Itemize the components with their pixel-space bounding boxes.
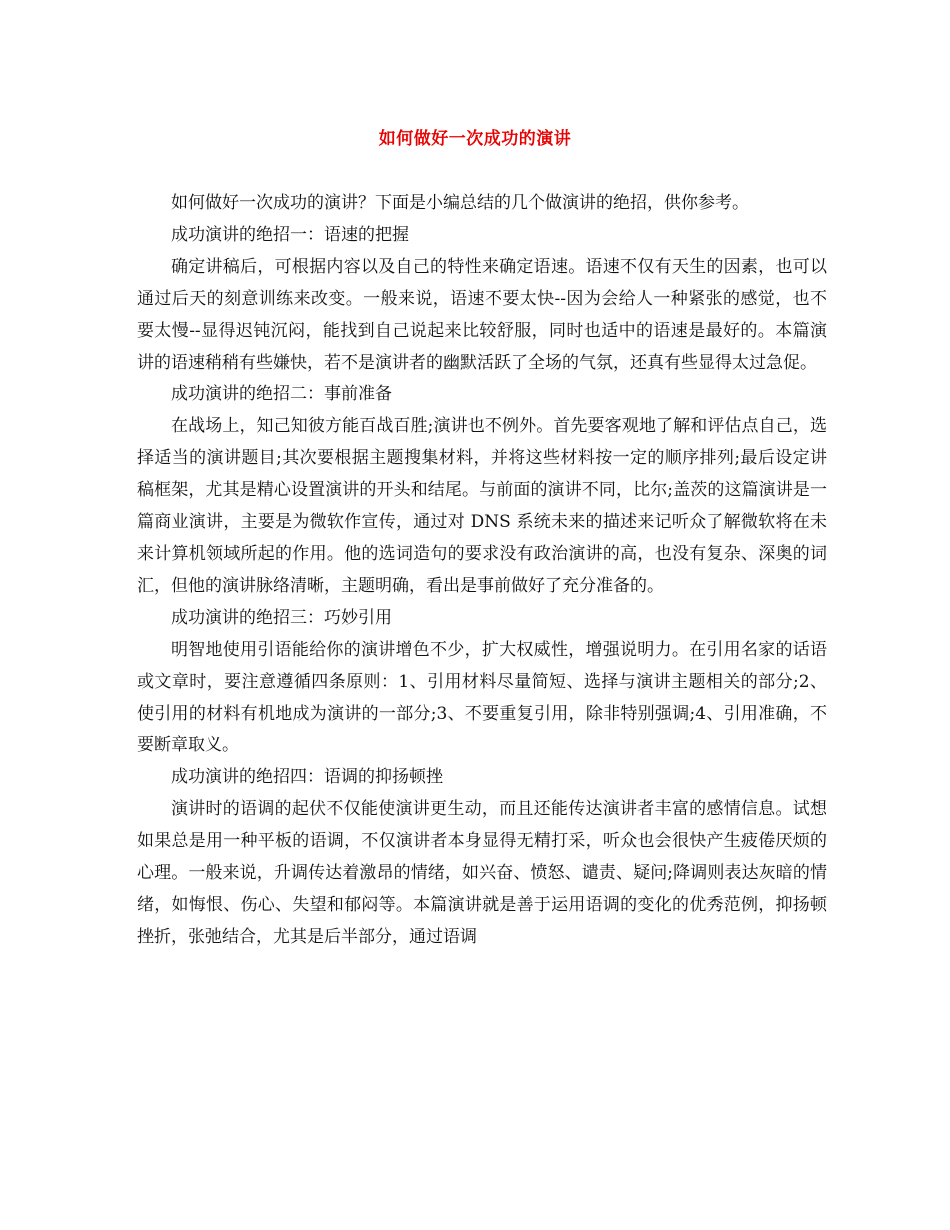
document-body [137,188,827,954]
document-title: 如何做好一次成功的演讲 [378,129,572,149]
section-paragraph-4: 演讲时的语调的起伏不仅能使演讲更生动，而且还能传达演讲者丰富的感情信息。试想如果总是用一种平板的语调，不仅演讲者本身显得无精打采，听众也会很快产生疲倦厌烦的心理。一般来说，升调传达着激昂的情绪，如兴奋、愤怒、谴责、疑问;降调则表达灰暗的情绪，如悔恨、伤心、失望和郁闷等。本篇演讲就是善于运用语调的变化的优秀范例，抑扬顿挫折，张弛结合，尤其是后半部分，通过语调 [137,799,827,947]
section-heading-2: 成功演讲的绝招二：事前准备 [171,384,392,405]
section-heading-3: 成功演讲的绝招三：巧妙引用 [171,607,392,628]
section-paragraph-1: 确定讲稿后，可根据内容以及自己的特性来确定语速。语速不仅有天生的因素，也可以通过后天的刻意训练来改变。一般来说，语速不要太快--因为会给人一种紧张的感觉，也不要太慢--显得迟钝沉闷，能找到自己说起来比较舒服，同时也适中的语速是最好的。本篇演讲的语速稍稍有些嫌快，若不是演讲者的幽默活跃了全场的气氛，还真有些显得太过急促。 [137,256,827,373]
section-paragraph-2: 在战场上，知己知彼方能百战百胜;演讲也不例外。首先要客观地了解和评估点自己，选择适当的演讲题目;其次要根据主题搜集材料，并将这些材料按一定的顺序排列;最后设定讲稿框架，尤其是精心设置演讲的开头和结尾。与前面的演讲不同，比尔;盖茨的这篇演讲是一篇商业演讲，主要是为微软作宣传，通过对 DNS 系统未来的描述来记听众了解微软将在未来计算机领域所起的作用。他的选词造句的要求没有政治演讲的高，也没有复杂、深奥的词汇，但他的演讲脉络清晰，主题明确，看出是事前做好了充分准备的。 [137,416,827,596]
section-heading-4: 成功演讲的绝招四：语调的抑扬顿挫 [171,767,443,788]
section-paragraph-3: 明智地使用引语能给你的演讲增色不少，扩大权威性，增强说明力。在引用名家的话语或文章时，要注意遵循四条原则：1、引用材料尽量简短、选择与演讲主题相关的部分;2、使引用的材料有机地成为演讲的一部分;3、不要重复引用，除非特别强调;4、引用准确，不要断章取义。 [137,639,827,756]
section-heading-1: 成功演讲的绝招一：语速的把握 [171,224,409,245]
intro-paragraph: 如何做好一次成功的演讲？下面是小编总结的几个做演讲的绝招，供你参考。 [171,193,749,213]
